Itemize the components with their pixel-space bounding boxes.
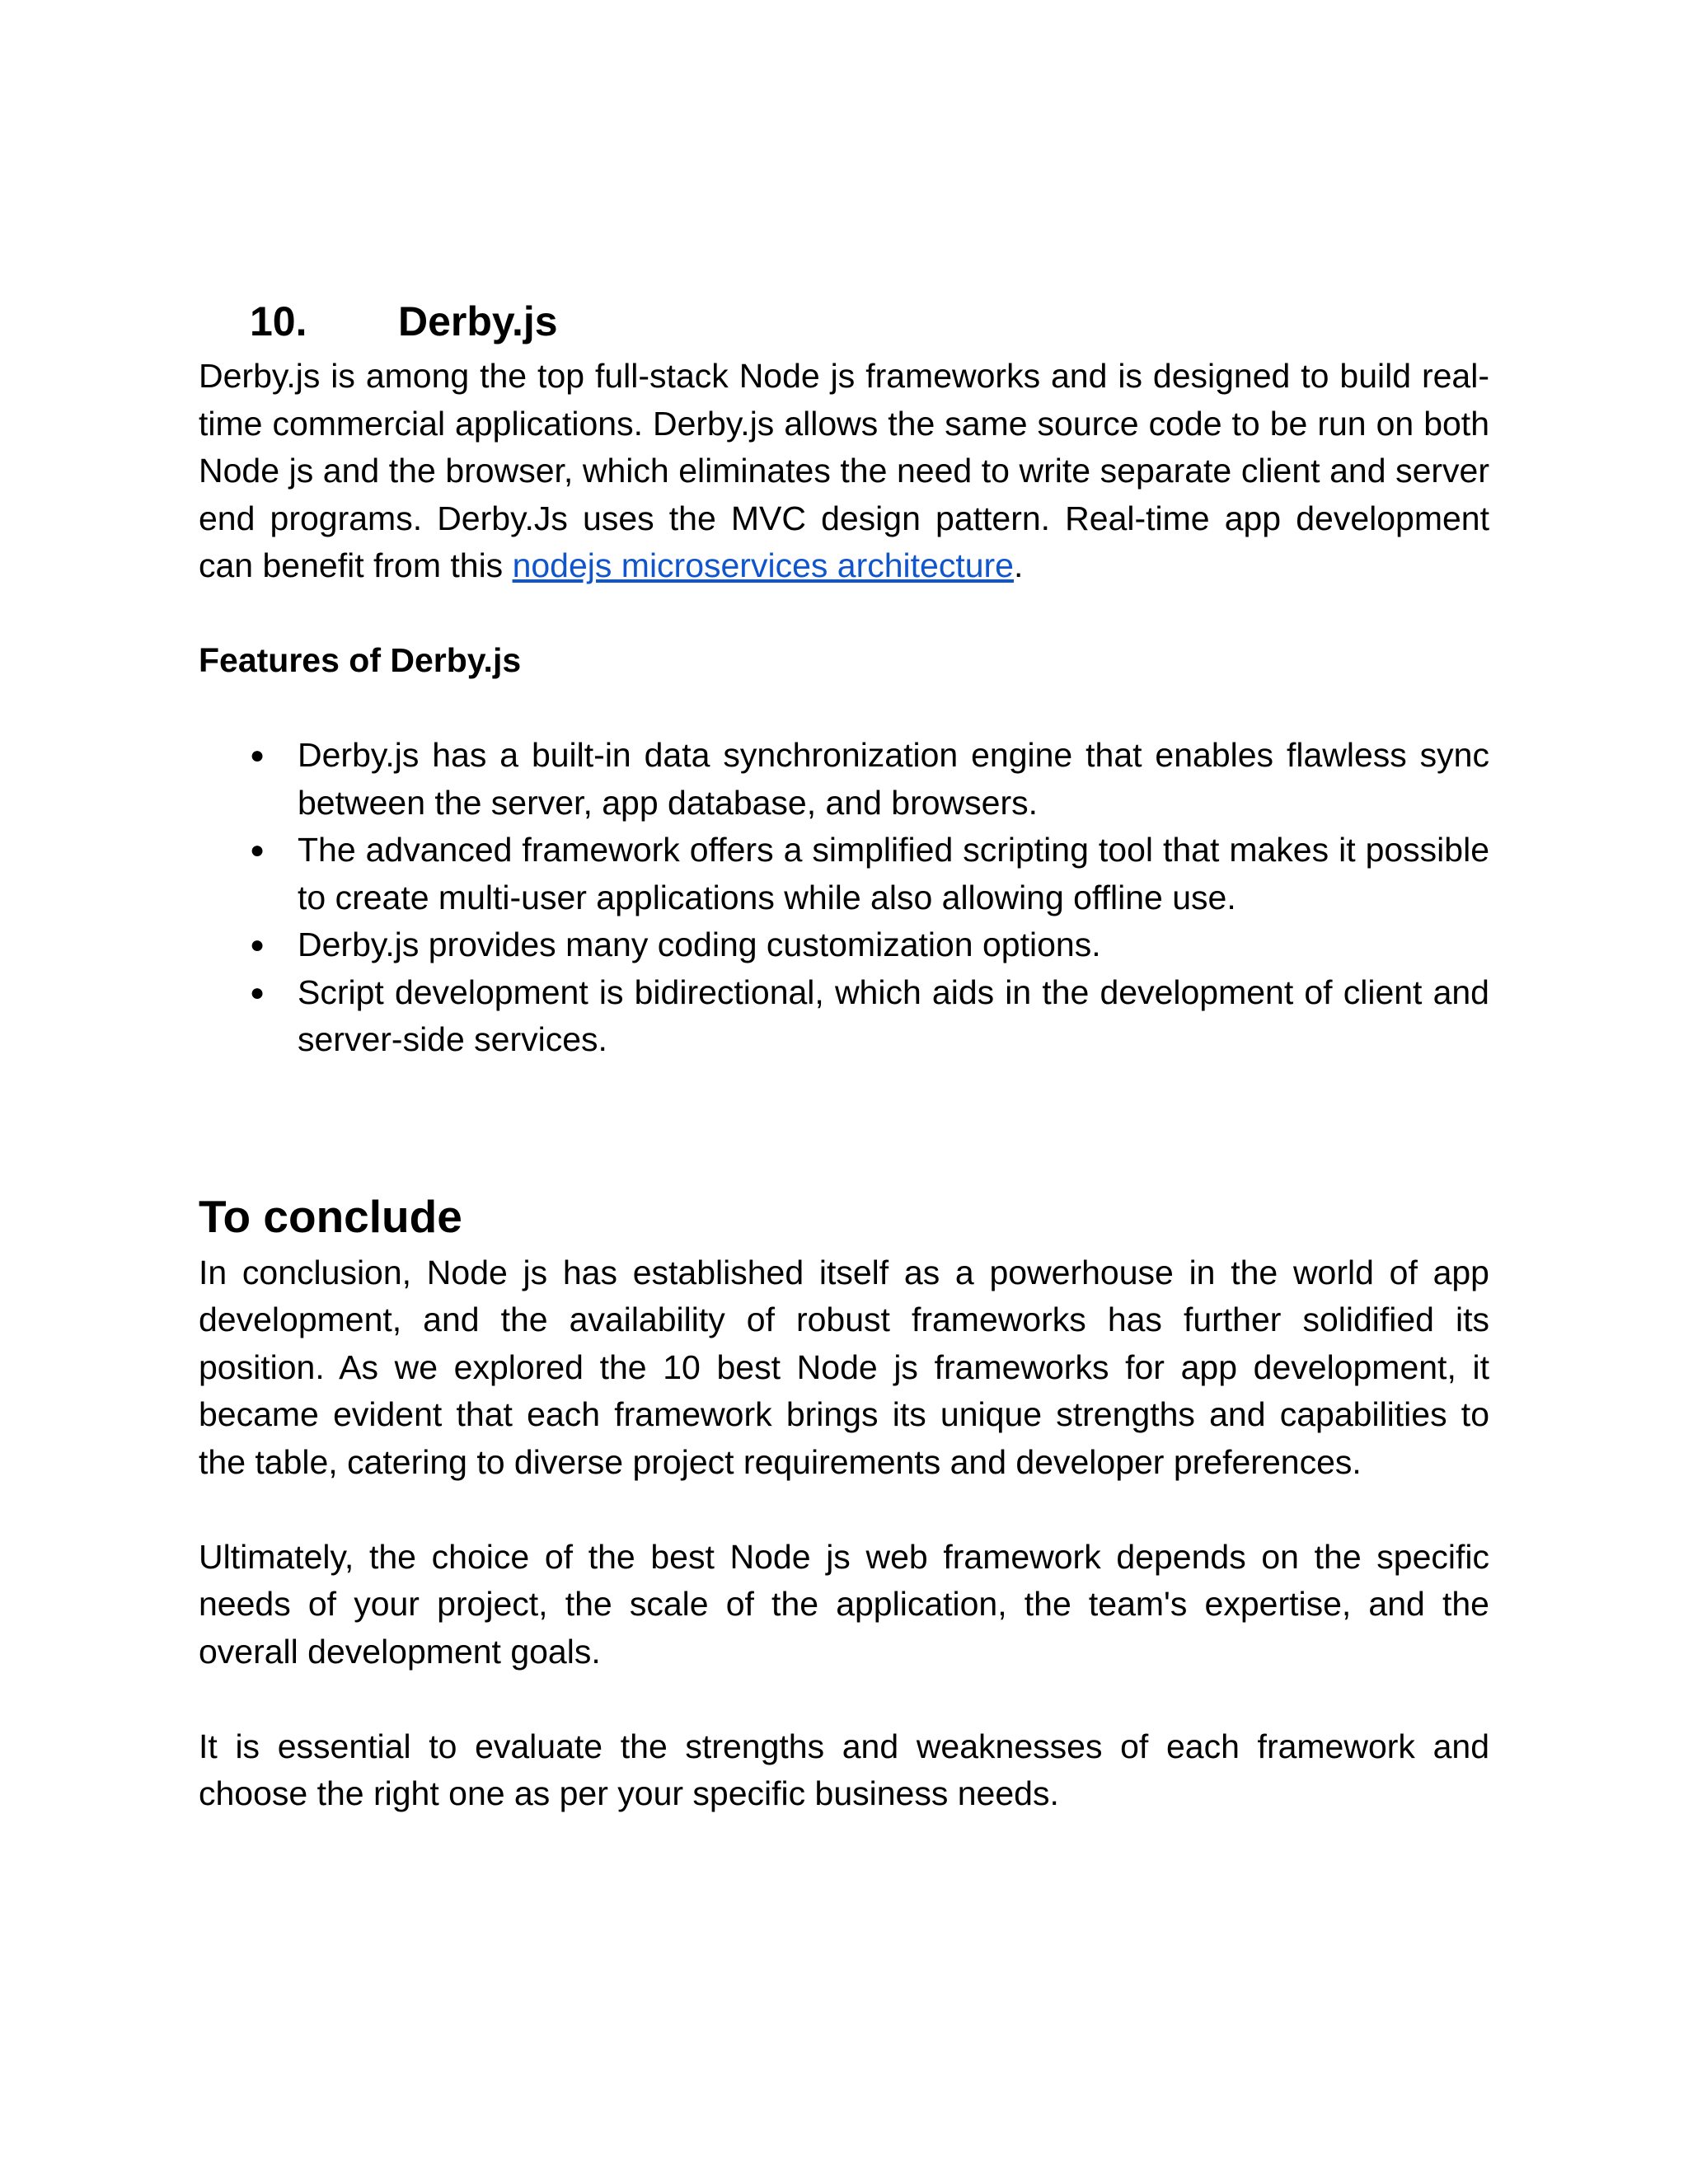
bullet-icon: ● [250,931,265,958]
section-heading [199,290,1489,353]
spacer [199,1675,1489,1723]
list-item-text: Derby.js provides many coding customization options. [298,926,1101,963]
conclusion-paragraph-3: It is essential to evaluate the strengths and weaknesses of each framework and choose the right one as per your specific business needs. [199,1727,1489,1812]
spacer [199,590,1489,638]
page-content [199,290,1489,1818]
bullet-icon: ● [250,742,265,769]
bullet-icon: ● [250,837,265,864]
conclusion-heading: To conclude [199,1190,462,1242]
list-item-text: Derby.js has a built-in data synchronization engine that enables flawless sync between the server, app database, and browsers. [298,736,1489,822]
list-item-text: The advanced framework offers a simplified scripting tool that makes it possible to create multi-user applications while also allowing offline use. [298,831,1489,916]
spacer [199,685,1489,733]
list-item [199,969,1489,1064]
list-item [199,827,1489,921]
list-item-text: Script development is bidirectional, which aids in the development of client and server-side services. [298,972,1489,1058]
spacer [199,1064,1489,1112]
intro-end: . [1013,546,1024,584]
features-list [199,732,1489,1064]
list-item [199,732,1489,827]
bullet-icon: ● [250,978,265,1006]
spacer [199,1159,1489,1183]
intro-text: Derby.js is among the top full-stack Node js frameworks and is designed to build real-time commercial applications. Derby.js allows the same source code to be run on both Node js and the browser, which eliminates the need to write separate client and server end programs. Derby.Js uses the MVC design pattern. Real-time app development can benefit from this [199,357,1489,584]
conclusion-paragraph-1: In conclusion, Node js has established itself as a powerhouse in the world of app development, and the availability of robust frameworks has further solidified its position. As we explored the 10 best Node js frameworks for app development, it became evident that each framework brings its unique strengths and capabilities to the table, catering to diverse project requirements and developer preferences. [199,1253,1489,1481]
section-title: Derby.js [398,298,558,344]
conclusion-paragraph-2: Ultimately, the choice of the best Node js web framework depends on the specific needs of your project, the scale of the application, the team's expertise, and the overall development goals. [199,1537,1489,1671]
intro-paragraph [199,353,1489,590]
features-heading: Features of Derby.js [199,641,522,679]
spacer [199,1111,1489,1159]
section-number: 10. [250,298,307,344]
spacer [199,1486,1489,1534]
microservices-link[interactable]: nodejs microservices architecture [512,546,1014,584]
list-item [199,921,1489,969]
